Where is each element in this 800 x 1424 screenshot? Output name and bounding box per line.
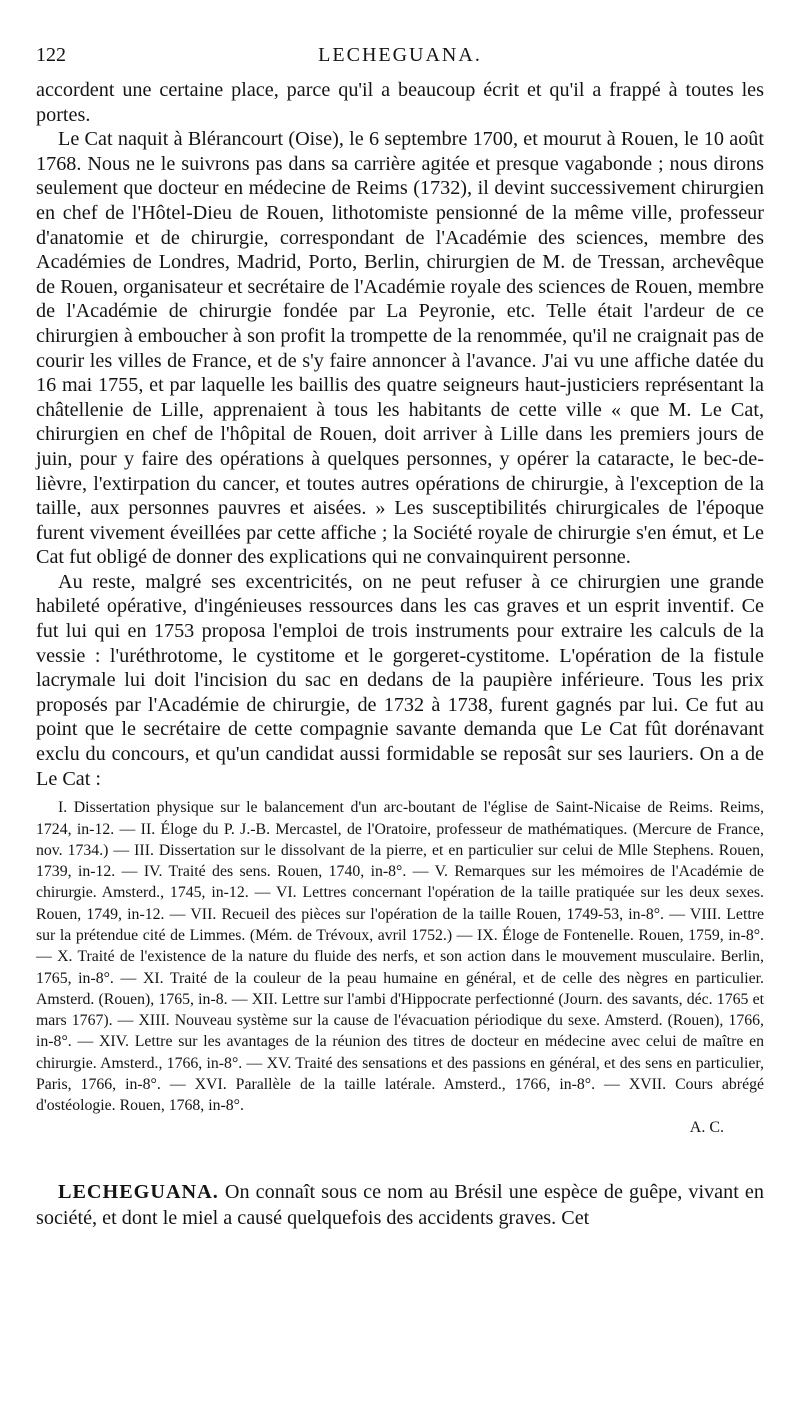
bibliography-text: I. Dissertation physique sur le balancement d'un arc-boutant de l'église de Saint-Nicaise de Reims. Reims, 1724, in-12. — II. Éloge du P. J.-B. Mercastel, de l'Oratoire, professeur de mathématiques. (Mercure de France, nov. 1734.) — III. Dissertation sur le dissolvant de la pierre, et en particulier sur celui de Mlle Stephens. Rouen, 1739, in-12. — IV. Traité des sens. Rouen, 1740, in-8°. — V. Remarques sur les mémoires de l'Académie de chirurgie. Amsterd., 1745, in-12. — VI. Lettres concernant l'opération de la taille pratiquée sur les deux sexes. Rouen, 1749, in-12. — VII. Recueil des pièces sur l'opération de la taille Rouen, 1749-53, in-8°. — VIII. Lettre sur la prétendue cité de Limmes. (Mém. de Trévoux, avril 1752.) — IX. Éloge de Fontenelle. Rouen, 1759, in-8°. — X. Traité de l'existence de la nature du fluide des nerfs, et son action dans le mouvement musculaire. Berlin, 1765, in-8°. — XI. Traité de la couleur de la peau humaine en général, et de celle des nègres en particulier. Amsterd. (Rouen), 1765, in-8. — XII. Lettre sur l'ambi d'Hippocrate perfectionné (Journ. des savants, déc. 1765 et mars 1767). — XIII. Nouveau système sur la cause de l'évacuation périodique du sexe. Amsterd. (Rouen), 1766, in-8°. — XIV. Lettre sur les avantages de la réunion des titres de docteur en médecine avec celui de maître en chirurgie. Amsterd., 1766, in-8°. — XV. Traité des sensations et des passions en général, et des sens en particulier, Paris, 1766, in-8°. — XVI. Parallèle de la taille latérale. Amsterd., 1766, in-8°. — XVII. Cours abrégé d'ostéologie. Rouen, 1768, in-8°.: [36, 799, 764, 1115]
page-number: 122: [36, 44, 66, 66]
entry-headword: LECHEGUANA.: [58, 1180, 219, 1203]
running-title: LECHEGUANA.: [318, 44, 482, 66]
paragraph-continuation: accordent une certaine place, parce qu'il a beaucoup écrit et qu'il a frappé à toutes les portes.: [36, 79, 764, 126]
author-signature: A. C.: [689, 1118, 724, 1136]
entry-text: On connaît sous ce nom au Brésil une espèce de guêpe, vivant en société, et dont le miel a causé quelquefois des accidents graves. Cet: [36, 1180, 764, 1229]
running-header: [36, 44, 764, 78]
paragraph-biography: Le Cat naquit à Blérancourt (Oise), le 6 septembre 1700, et mourut à Rouen, le 10 août 1768. Nous ne le suivrons pas dans sa carrière agitée et presque vagabonde ; nous dirons seulement que docteur en médecine de Reims (1732), il devint successivement chirurgien en chef de l'Hôtel-Dieu de Rouen, lithotomiste pensionné de la même ville, professeur d'anatomie et de chirurgie, correspondant de l'Académie des sciences, membre des Académies de Londres, Madrid, Porto, Berlin, chirurgien de M. de Tressan, archevêque de Rouen, organisateur et secrétaire de l'Académie royale des sciences de Rouen, membre de l'Académie de chirurgie fondée par La Peyronie, etc. Telle était l'ardeur de ce chirurgien à emboucher à son profit la trompette de la renommée, qu'il ne craignait pas de courir les villes de France, et de s'y faire annoncer à l'avance. J'ai vu une affiche datée du 16 mai 1755, et par laquelle les baillis des quatre seigneurs haut-justiciers représentant la châtellenie de Lille, apprenaient à tous les habitants de cette ville « que M. Le Cat, chirurgien en chef de l'hôpital de Rouen, doit arriver à Lille dans les premiers jours de juin, pour y faire des opérations à quelques personnes, y opérer la cataracte, le bec-de-lièvre, l'extirpation du cancer, et toutes autres opérations de chirurgie, à l'exception de la taille, aux personnes pauvres et aisées. » Les susceptibilités chirurgicales de l'époque furent vivement éveillées par cette affiche ; la Société royale de chirurgie s'en émut, et Le Cat fut obligé de donner des explications qui ne convainquirent personne.: [36, 128, 764, 569]
next-entry-paragraph: [36, 1179, 764, 1231]
bibliography-list: [36, 797, 764, 1138]
article-body: [36, 78, 764, 791]
next-entry: [36, 1179, 764, 1231]
paragraph-works: Au reste, malgré ses excentricités, on ne peut refuser à ce chirurgien une grande habileté opérative, d'ingénieuses ressources dans les cas graves et un esprit inventif. Ce fut lui qui en 1753 proposa l'emploi de trois instruments pour extraire les calculs de la vessie : l'uréthrotome, le cystitome et le gorgeret-cystitome. L'opération de la fistule lacrymale lui doit l'incision du sac en dedans de la paupière inférieure. Tous les prix proposés par l'Académie de chirurgie, de 1732 à 1738, furent gagnés par lui. Ce fut au point que le secrétaire de cette compagnie savante demanda que Le Cat fût dorénavant exclu du concours, et qu'un candidat aussi formidable se reposât sur ses lauriers. On a de Le Cat :: [36, 570, 764, 790]
